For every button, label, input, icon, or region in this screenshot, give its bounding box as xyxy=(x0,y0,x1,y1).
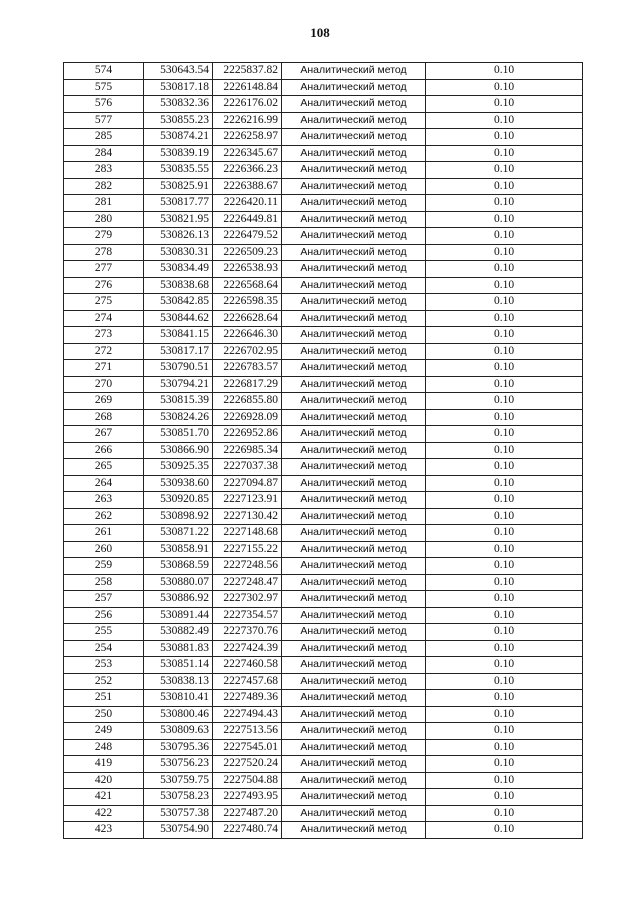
x-coordinate-cell: 530834.49 xyxy=(144,261,213,278)
point-number-cell: 253 xyxy=(64,657,144,674)
x-coordinate-cell: 530821.95 xyxy=(144,211,213,228)
x-coordinate-cell: 530643.54 xyxy=(144,63,213,80)
y-coordinate-cell: 2226345.67 xyxy=(213,145,282,162)
point-number-cell: 269 xyxy=(64,393,144,410)
method-cell: Аналитический метод xyxy=(282,541,426,558)
table-row xyxy=(64,459,583,476)
table-row xyxy=(64,79,583,96)
accuracy-cell: 0.10 xyxy=(426,376,583,393)
table-row xyxy=(64,294,583,311)
y-coordinate-cell: 2227424.39 xyxy=(213,640,282,657)
table-row xyxy=(64,541,583,558)
x-coordinate-cell: 530757.38 xyxy=(144,805,213,822)
method-cell: Аналитический метод xyxy=(282,442,426,459)
accuracy-cell: 0.10 xyxy=(426,195,583,212)
accuracy-cell: 0.10 xyxy=(426,723,583,740)
method-cell: Аналитический метод xyxy=(282,657,426,674)
x-coordinate-cell: 530815.39 xyxy=(144,393,213,410)
method-cell: Аналитический метод xyxy=(282,360,426,377)
table-row xyxy=(64,723,583,740)
x-coordinate-cell: 530832.36 xyxy=(144,96,213,113)
table-row xyxy=(64,244,583,261)
accuracy-cell: 0.10 xyxy=(426,805,583,822)
method-cell: Аналитический метод xyxy=(282,789,426,806)
method-cell: Аналитический метод xyxy=(282,739,426,756)
x-coordinate-cell: 530842.85 xyxy=(144,294,213,311)
page-number: 108 xyxy=(310,25,330,40)
point-number-cell: 265 xyxy=(64,459,144,476)
table-row xyxy=(64,343,583,360)
y-coordinate-cell: 2227513.56 xyxy=(213,723,282,740)
table-row xyxy=(64,607,583,624)
table-row xyxy=(64,211,583,228)
y-coordinate-cell: 2227155.22 xyxy=(213,541,282,558)
x-coordinate-cell: 530938.60 xyxy=(144,475,213,492)
accuracy-cell: 0.10 xyxy=(426,63,583,80)
point-number-cell: 264 xyxy=(64,475,144,492)
accuracy-cell: 0.10 xyxy=(426,492,583,509)
table-row xyxy=(64,640,583,657)
accuracy-cell: 0.10 xyxy=(426,310,583,327)
point-number-cell: 276 xyxy=(64,277,144,294)
point-number-cell: 262 xyxy=(64,508,144,525)
method-cell: Аналитический метод xyxy=(282,426,426,443)
y-coordinate-cell: 2226449.81 xyxy=(213,211,282,228)
x-coordinate-cell: 530920.85 xyxy=(144,492,213,509)
point-number-cell: 268 xyxy=(64,409,144,426)
x-coordinate-cell: 530810.41 xyxy=(144,690,213,707)
method-cell: Аналитический метод xyxy=(282,277,426,294)
accuracy-cell: 0.10 xyxy=(426,673,583,690)
table-row xyxy=(64,706,583,723)
method-cell: Аналитический метод xyxy=(282,195,426,212)
x-coordinate-cell: 530866.90 xyxy=(144,442,213,459)
point-number-cell: 575 xyxy=(64,79,144,96)
accuracy-cell: 0.10 xyxy=(426,343,583,360)
point-number-cell: 260 xyxy=(64,541,144,558)
accuracy-cell: 0.10 xyxy=(426,739,583,756)
accuracy-cell: 0.10 xyxy=(426,261,583,278)
x-coordinate-cell: 530882.49 xyxy=(144,624,213,641)
y-coordinate-cell: 2227370.76 xyxy=(213,624,282,641)
y-coordinate-cell: 2226258.97 xyxy=(213,129,282,146)
accuracy-cell: 0.10 xyxy=(426,145,583,162)
x-coordinate-cell: 530858.91 xyxy=(144,541,213,558)
x-coordinate-cell: 530844.62 xyxy=(144,310,213,327)
y-coordinate-cell: 2226783.57 xyxy=(213,360,282,377)
method-cell: Аналитический метод xyxy=(282,162,426,179)
method-cell: Аналитический метод xyxy=(282,79,426,96)
table-row xyxy=(64,525,583,542)
y-coordinate-cell: 2227493.95 xyxy=(213,789,282,806)
y-coordinate-cell: 2226509.23 xyxy=(213,244,282,261)
x-coordinate-cell: 530874.21 xyxy=(144,129,213,146)
accuracy-cell: 0.10 xyxy=(426,129,583,146)
x-coordinate-cell: 530871.22 xyxy=(144,525,213,542)
accuracy-cell: 0.10 xyxy=(426,162,583,179)
point-number-cell: 277 xyxy=(64,261,144,278)
point-number-cell: 256 xyxy=(64,607,144,624)
table-row xyxy=(64,442,583,459)
y-coordinate-cell: 2227130.42 xyxy=(213,508,282,525)
point-number-cell: 275 xyxy=(64,294,144,311)
y-coordinate-cell: 2226598.35 xyxy=(213,294,282,311)
point-number-cell: 257 xyxy=(64,591,144,608)
accuracy-cell: 0.10 xyxy=(426,178,583,195)
y-coordinate-cell: 2227504.88 xyxy=(213,772,282,789)
y-coordinate-cell: 2226216.99 xyxy=(213,112,282,129)
accuracy-cell: 0.10 xyxy=(426,459,583,476)
table-row xyxy=(64,310,583,327)
method-cell: Аналитический метод xyxy=(282,706,426,723)
coordinates-table xyxy=(63,62,583,839)
method-cell: Аналитический метод xyxy=(282,607,426,624)
x-coordinate-cell: 530891.44 xyxy=(144,607,213,624)
accuracy-cell: 0.10 xyxy=(426,706,583,723)
accuracy-cell: 0.10 xyxy=(426,426,583,443)
point-number-cell: 281 xyxy=(64,195,144,212)
point-number-cell: 420 xyxy=(64,772,144,789)
table-row xyxy=(64,195,583,212)
x-coordinate-cell: 530855.23 xyxy=(144,112,213,129)
method-cell: Аналитический метод xyxy=(282,294,426,311)
accuracy-cell: 0.10 xyxy=(426,277,583,294)
point-number-cell: 270 xyxy=(64,376,144,393)
point-number-cell: 248 xyxy=(64,739,144,756)
y-coordinate-cell: 2226628.64 xyxy=(213,310,282,327)
y-coordinate-cell: 2227094.87 xyxy=(213,475,282,492)
table-row xyxy=(64,63,583,80)
point-number-cell: 279 xyxy=(64,228,144,245)
accuracy-cell: 0.10 xyxy=(426,393,583,410)
table-row xyxy=(64,261,583,278)
table-row xyxy=(64,228,583,245)
method-cell: Аналитический метод xyxy=(282,492,426,509)
accuracy-cell: 0.10 xyxy=(426,789,583,806)
x-coordinate-cell: 530838.13 xyxy=(144,673,213,690)
table-row xyxy=(64,657,583,674)
x-coordinate-cell: 530830.31 xyxy=(144,244,213,261)
point-number-cell: 422 xyxy=(64,805,144,822)
y-coordinate-cell: 2227354.57 xyxy=(213,607,282,624)
point-number-cell: 249 xyxy=(64,723,144,740)
accuracy-cell: 0.10 xyxy=(426,541,583,558)
point-number-cell: 278 xyxy=(64,244,144,261)
method-cell: Аналитический метод xyxy=(282,96,426,113)
method-cell: Аналитический метод xyxy=(282,756,426,773)
x-coordinate-cell: 530838.68 xyxy=(144,277,213,294)
x-coordinate-cell: 530795.36 xyxy=(144,739,213,756)
accuracy-cell: 0.10 xyxy=(426,640,583,657)
accuracy-cell: 0.10 xyxy=(426,607,583,624)
method-cell: Аналитический метод xyxy=(282,393,426,410)
y-coordinate-cell: 2226388.67 xyxy=(213,178,282,195)
accuracy-cell: 0.10 xyxy=(426,772,583,789)
y-coordinate-cell: 2227457.68 xyxy=(213,673,282,690)
method-cell: Аналитический метод xyxy=(282,591,426,608)
accuracy-cell: 0.10 xyxy=(426,657,583,674)
x-coordinate-cell: 530809.63 xyxy=(144,723,213,740)
method-cell: Аналитический метод xyxy=(282,673,426,690)
table-row xyxy=(64,822,583,839)
x-coordinate-cell: 530754.90 xyxy=(144,822,213,839)
x-coordinate-cell: 530851.14 xyxy=(144,657,213,674)
x-coordinate-cell: 530825.91 xyxy=(144,178,213,195)
table-row xyxy=(64,739,583,756)
method-cell: Аналитический метод xyxy=(282,228,426,245)
method-cell: Аналитический метод xyxy=(282,624,426,641)
y-coordinate-cell: 2227487.20 xyxy=(213,805,282,822)
accuracy-cell: 0.10 xyxy=(426,79,583,96)
table-row xyxy=(64,360,583,377)
point-number-cell: 250 xyxy=(64,706,144,723)
point-number-cell: 576 xyxy=(64,96,144,113)
table-row xyxy=(64,492,583,509)
point-number-cell: 263 xyxy=(64,492,144,509)
table-row xyxy=(64,129,583,146)
y-coordinate-cell: 2226817.29 xyxy=(213,376,282,393)
point-number-cell: 282 xyxy=(64,178,144,195)
accuracy-cell: 0.10 xyxy=(426,558,583,575)
table-row xyxy=(64,805,583,822)
table-row xyxy=(64,112,583,129)
method-cell: Аналитический метод xyxy=(282,211,426,228)
accuracy-cell: 0.10 xyxy=(426,822,583,839)
accuracy-cell: 0.10 xyxy=(426,574,583,591)
method-cell: Аналитический метод xyxy=(282,112,426,129)
y-coordinate-cell: 2226646.30 xyxy=(213,327,282,344)
point-number-cell: 280 xyxy=(64,211,144,228)
point-number-cell: 421 xyxy=(64,789,144,806)
table-row xyxy=(64,409,583,426)
y-coordinate-cell: 2226479.52 xyxy=(213,228,282,245)
x-coordinate-cell: 530817.77 xyxy=(144,195,213,212)
method-cell: Аналитический метод xyxy=(282,327,426,344)
y-coordinate-cell: 2225837.82 xyxy=(213,63,282,80)
y-coordinate-cell: 2226928.09 xyxy=(213,409,282,426)
table-row xyxy=(64,756,583,773)
y-coordinate-cell: 2227302.97 xyxy=(213,591,282,608)
point-number-cell: 284 xyxy=(64,145,144,162)
x-coordinate-cell: 530881.83 xyxy=(144,640,213,657)
point-number-cell: 266 xyxy=(64,442,144,459)
table-row xyxy=(64,178,583,195)
table-row xyxy=(64,673,583,690)
y-coordinate-cell: 2226952.86 xyxy=(213,426,282,443)
table-row xyxy=(64,96,583,113)
y-coordinate-cell: 2227480.74 xyxy=(213,822,282,839)
x-coordinate-cell: 530758.23 xyxy=(144,789,213,806)
table-row xyxy=(64,558,583,575)
x-coordinate-cell: 530835.55 xyxy=(144,162,213,179)
method-cell: Аналитический метод xyxy=(282,640,426,657)
table-row xyxy=(64,475,583,492)
point-number-cell: 274 xyxy=(64,310,144,327)
method-cell: Аналитический метод xyxy=(282,343,426,360)
method-cell: Аналитический метод xyxy=(282,409,426,426)
table-row xyxy=(64,376,583,393)
table-row xyxy=(64,327,583,344)
y-coordinate-cell: 2227248.56 xyxy=(213,558,282,575)
accuracy-cell: 0.10 xyxy=(426,525,583,542)
accuracy-cell: 0.10 xyxy=(426,756,583,773)
method-cell: Аналитический метод xyxy=(282,558,426,575)
point-number-cell: 267 xyxy=(64,426,144,443)
method-cell: Аналитический метод xyxy=(282,475,426,492)
x-coordinate-cell: 530800.46 xyxy=(144,706,213,723)
point-number-cell: 577 xyxy=(64,112,144,129)
y-coordinate-cell: 2226538.93 xyxy=(213,261,282,278)
y-coordinate-cell: 2226420.11 xyxy=(213,195,282,212)
y-coordinate-cell: 2227494.43 xyxy=(213,706,282,723)
table-row xyxy=(64,789,583,806)
x-coordinate-cell: 530925.35 xyxy=(144,459,213,476)
accuracy-cell: 0.10 xyxy=(426,508,583,525)
y-coordinate-cell: 2226366.23 xyxy=(213,162,282,179)
method-cell: Аналитический метод xyxy=(282,574,426,591)
point-number-cell: 273 xyxy=(64,327,144,344)
accuracy-cell: 0.10 xyxy=(426,591,583,608)
accuracy-cell: 0.10 xyxy=(426,228,583,245)
y-coordinate-cell: 2226176.02 xyxy=(213,96,282,113)
method-cell: Аналитический метод xyxy=(282,459,426,476)
y-coordinate-cell: 2227460.58 xyxy=(213,657,282,674)
x-coordinate-cell: 530886.92 xyxy=(144,591,213,608)
accuracy-cell: 0.10 xyxy=(426,624,583,641)
accuracy-cell: 0.10 xyxy=(426,211,583,228)
x-coordinate-cell: 530759.75 xyxy=(144,772,213,789)
coordinates-table-body xyxy=(64,63,583,839)
x-coordinate-cell: 530756.23 xyxy=(144,756,213,773)
x-coordinate-cell: 530839.19 xyxy=(144,145,213,162)
point-number-cell: 271 xyxy=(64,360,144,377)
y-coordinate-cell: 2227545.01 xyxy=(213,739,282,756)
accuracy-cell: 0.10 xyxy=(426,409,583,426)
table-row xyxy=(64,591,583,608)
method-cell: Аналитический метод xyxy=(282,145,426,162)
accuracy-cell: 0.10 xyxy=(426,112,583,129)
x-coordinate-cell: 530826.13 xyxy=(144,228,213,245)
table-row xyxy=(64,162,583,179)
x-coordinate-cell: 530794.21 xyxy=(144,376,213,393)
accuracy-cell: 0.10 xyxy=(426,327,583,344)
x-coordinate-cell: 530841.15 xyxy=(144,327,213,344)
x-coordinate-cell: 530817.18 xyxy=(144,79,213,96)
table-row xyxy=(64,690,583,707)
point-number-cell: 255 xyxy=(64,624,144,641)
point-number-cell: 254 xyxy=(64,640,144,657)
table-row xyxy=(64,393,583,410)
method-cell: Аналитический метод xyxy=(282,376,426,393)
method-cell: Аналитический метод xyxy=(282,129,426,146)
table-row xyxy=(64,772,583,789)
y-coordinate-cell: 2226985.34 xyxy=(213,442,282,459)
method-cell: Аналитический метод xyxy=(282,310,426,327)
point-number-cell: 283 xyxy=(64,162,144,179)
accuracy-cell: 0.10 xyxy=(426,244,583,261)
method-cell: Аналитический метод xyxy=(282,723,426,740)
x-coordinate-cell: 530851.70 xyxy=(144,426,213,443)
accuracy-cell: 0.10 xyxy=(426,96,583,113)
point-number-cell: 259 xyxy=(64,558,144,575)
table-row xyxy=(64,624,583,641)
y-coordinate-cell: 2226148.84 xyxy=(213,79,282,96)
method-cell: Аналитический метод xyxy=(282,508,426,525)
point-number-cell: 251 xyxy=(64,690,144,707)
method-cell: Аналитический метод xyxy=(282,772,426,789)
method-cell: Аналитический метод xyxy=(282,244,426,261)
y-coordinate-cell: 2227148.68 xyxy=(213,525,282,542)
point-number-cell: 261 xyxy=(64,525,144,542)
point-number-cell: 252 xyxy=(64,673,144,690)
x-coordinate-cell: 530817.17 xyxy=(144,343,213,360)
method-cell: Аналитический метод xyxy=(282,805,426,822)
point-number-cell: 574 xyxy=(64,63,144,80)
x-coordinate-cell: 530868.59 xyxy=(144,558,213,575)
method-cell: Аналитический метод xyxy=(282,525,426,542)
table-row xyxy=(64,145,583,162)
accuracy-cell: 0.10 xyxy=(426,475,583,492)
y-coordinate-cell: 2227489.36 xyxy=(213,690,282,707)
method-cell: Аналитический метод xyxy=(282,690,426,707)
x-coordinate-cell: 530880.07 xyxy=(144,574,213,591)
x-coordinate-cell: 530824.26 xyxy=(144,409,213,426)
y-coordinate-cell: 2227520.24 xyxy=(213,756,282,773)
accuracy-cell: 0.10 xyxy=(426,294,583,311)
method-cell: Аналитический метод xyxy=(282,822,426,839)
x-coordinate-cell: 530898.92 xyxy=(144,508,213,525)
method-cell: Аналитический метод xyxy=(282,178,426,195)
point-number-cell: 423 xyxy=(64,822,144,839)
y-coordinate-cell: 2227037.38 xyxy=(213,459,282,476)
y-coordinate-cell: 2226568.64 xyxy=(213,277,282,294)
table-row xyxy=(64,426,583,443)
point-number-cell: 419 xyxy=(64,756,144,773)
accuracy-cell: 0.10 xyxy=(426,360,583,377)
point-number-cell: 272 xyxy=(64,343,144,360)
y-coordinate-cell: 2227248.47 xyxy=(213,574,282,591)
point-number-cell: 258 xyxy=(64,574,144,591)
method-cell: Аналитический метод xyxy=(282,63,426,80)
y-coordinate-cell: 2226702.95 xyxy=(213,343,282,360)
table-row xyxy=(64,508,583,525)
y-coordinate-cell: 2226855.80 xyxy=(213,393,282,410)
accuracy-cell: 0.10 xyxy=(426,690,583,707)
accuracy-cell: 0.10 xyxy=(426,442,583,459)
table-row xyxy=(64,574,583,591)
y-coordinate-cell: 2227123.91 xyxy=(213,492,282,509)
table-row xyxy=(64,277,583,294)
method-cell: Аналитический метод xyxy=(282,261,426,278)
x-coordinate-cell: 530790.51 xyxy=(144,360,213,377)
point-number-cell: 285 xyxy=(64,129,144,146)
